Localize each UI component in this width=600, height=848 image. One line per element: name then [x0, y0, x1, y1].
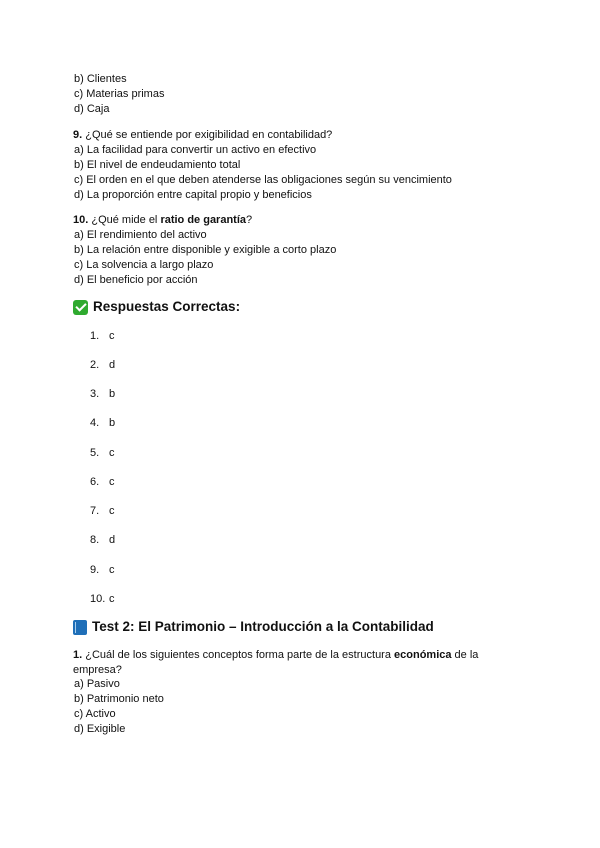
q10-option-c: c) La solvencia a largo plazo — [74, 259, 214, 271]
test2-q1-option-c: c) Activo — [74, 708, 116, 720]
answer-item-4: 4. b — [90, 417, 116, 429]
q10-text-pre: ¿Qué mide el — [88, 214, 161, 226]
q10-text-post: ? — [246, 214, 253, 226]
answer-item-3: 3. b — [90, 388, 116, 400]
q9-option-d: d) La proporción entre capital propio y beneficios — [74, 189, 312, 201]
answer-item-2: 2. d — [90, 359, 116, 371]
test2-q1-option-b: b) Patrimonio neto — [74, 693, 164, 705]
q8-option-d: d) Caja — [74, 103, 110, 115]
answer-item-8: 8. d — [90, 534, 116, 546]
answer-item-6: 6. c — [90, 476, 115, 488]
q9-number: 9. — [73, 129, 83, 141]
test2-q1-number: 1. — [73, 649, 83, 661]
test2-heading — [73, 618, 434, 636]
test2-q1-text-pre: ¿Cuál de los siguientes conceptos forma parte de la estructura — [82, 649, 395, 661]
test2-q1-option-d: d) Exigible — [74, 723, 126, 735]
q10-question — [73, 213, 252, 227]
answer-item-7: 7. c — [90, 505, 115, 517]
test2-q1-text-post: de la — [451, 649, 479, 661]
answer-item-1: 1. c — [90, 330, 115, 342]
q9-option-c: c) El orden en el que deben atenderse las obligaciones según su vencimiento — [74, 174, 452, 186]
q10-option-a: a) El rendimiento del activo — [74, 229, 207, 241]
answer-item-5: 5. c — [90, 447, 115, 459]
blue-book-icon — [73, 620, 87, 635]
q9-option-a: a) La facilidad para convertir un activo en efectivo — [74, 144, 317, 156]
q9-option-b: b) El nivel de endeudamiento total — [74, 159, 241, 171]
q10-option-d: d) El beneficio por acción — [74, 274, 198, 286]
answers-heading — [73, 298, 240, 316]
test2-q1-option-a: a) Pasivo — [74, 678, 120, 690]
q10-text-bold: ratio de garantía — [160, 214, 247, 226]
check-mark-icon — [73, 300, 88, 315]
q10-option-b: b) La relación entre disponible y exigible a corto plazo — [74, 244, 337, 256]
q8-option-c: c) Materias primas — [74, 88, 165, 100]
q9-text: ¿Qué se entiende por exigibilidad en contabilidad? — [82, 129, 333, 141]
answers-heading-text: Respuestas Correctas: — [93, 299, 241, 314]
q8-option-b: b) Clientes — [74, 73, 127, 85]
q9-question — [73, 128, 332, 142]
answer-item-10: 10. c — [90, 593, 115, 605]
q10-number: 10. — [73, 214, 89, 226]
test2-heading-text: Test 2: El Patrimonio – Introducción a la Contabilidad — [92, 619, 434, 634]
test2-q1-question-line2: empresa? — [73, 664, 122, 676]
test2-q1-question — [73, 648, 478, 662]
test2-q1-text-bold: económica — [394, 649, 452, 661]
answer-item-9: 9. c — [90, 564, 115, 576]
